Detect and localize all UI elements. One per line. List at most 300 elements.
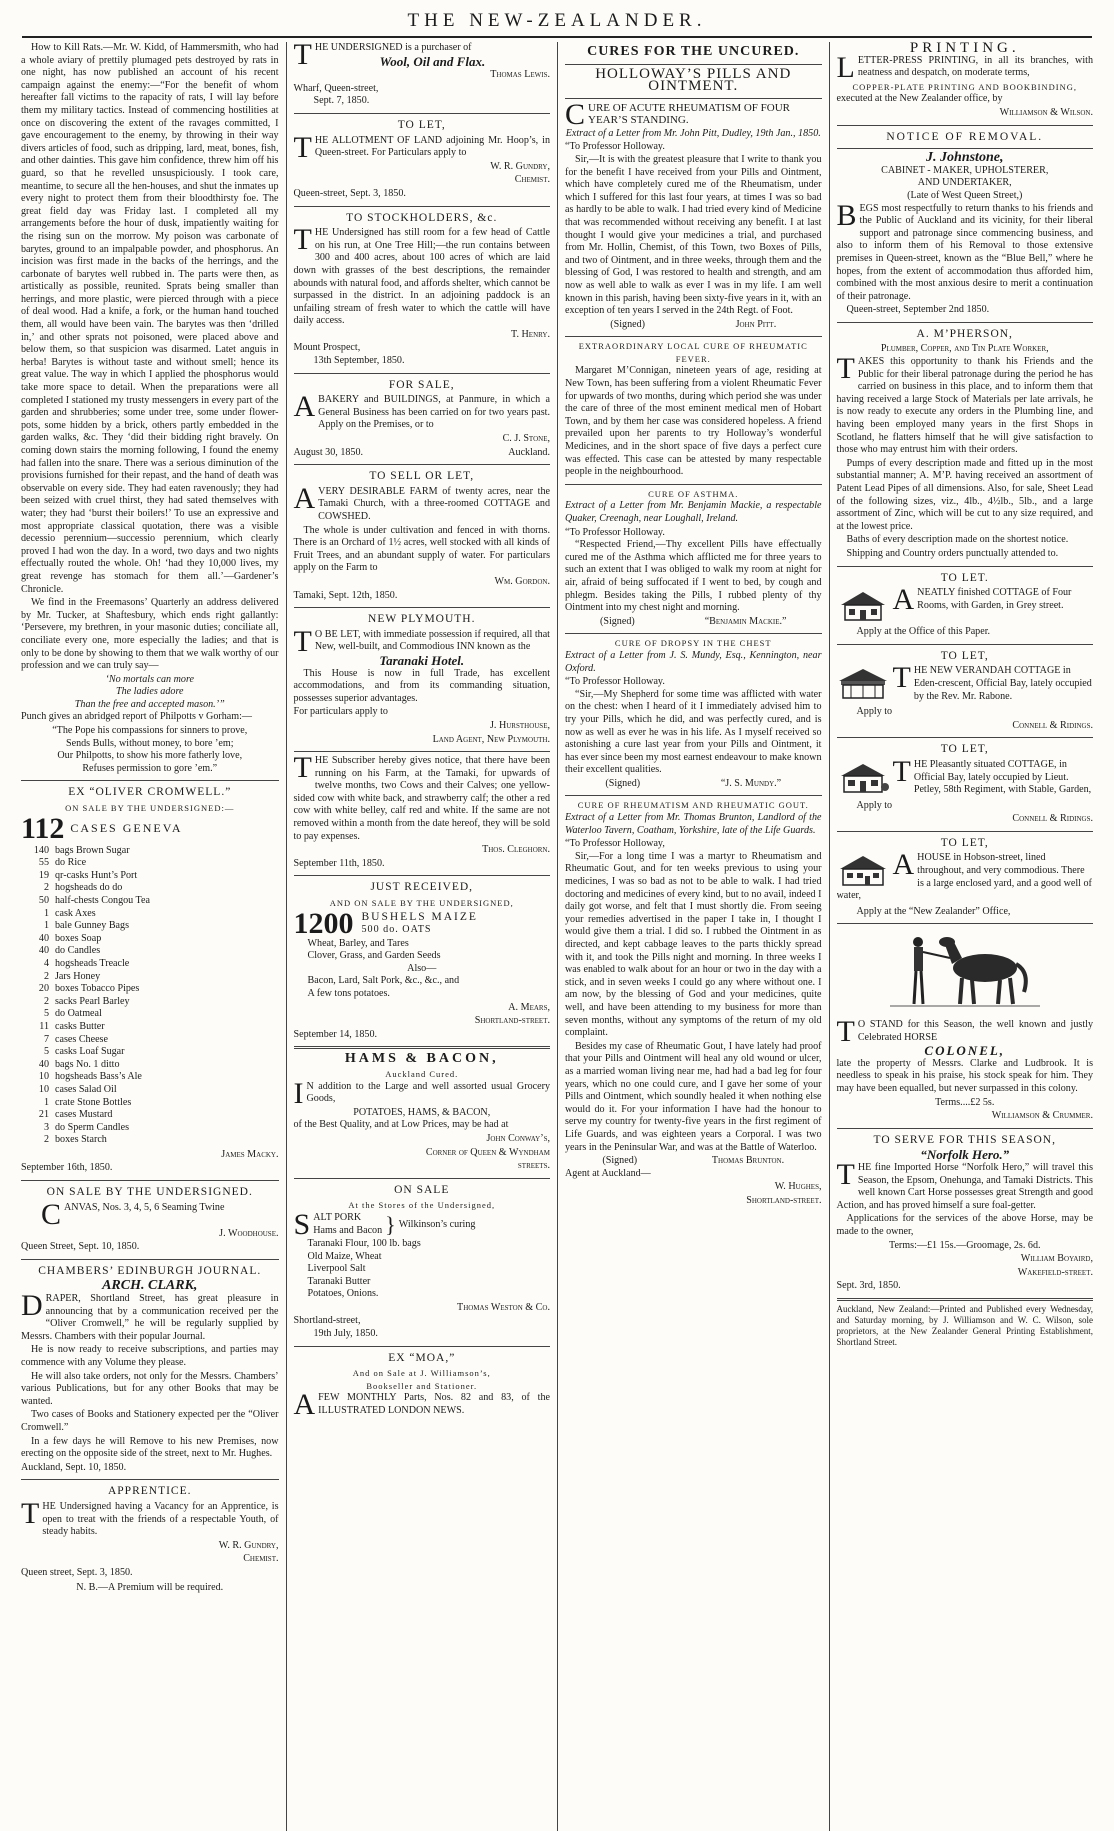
goods-line: Wheat, Barley, and Tares (307, 937, 409, 949)
drop-cap: T (21, 1496, 40, 1530)
signature: Thomas Brunton. (711, 1155, 785, 1167)
goods-description: bale Gunney Bags (55, 920, 130, 932)
signature: William Boyaird, (1020, 1253, 1093, 1265)
ad-body: Pumps of every description made and fitted up in the most substantial manner; A. M’P. having received an assortment of Patent Lead Pipes of all dimensions. Also, for sale, Sheet Lead of the following sizes, viz., 4lb., 4½lb., 5lb., and a large assortment of Zinc, which will be cut to any size required, and at the lowest price. (836, 457, 1093, 532)
goods-item (23, 1034, 279, 1047)
goods-line: Old Maize, Wheat (307, 1250, 382, 1262)
salutation: “To Professor Holloway. (565, 676, 665, 688)
goods-description: cases Mustard (55, 1109, 113, 1121)
goods-description: casks Loaf Sugar (55, 1046, 125, 1058)
goods-quantity: 19 (38, 869, 49, 881)
section-heading: CURE OF ASTHMA. (648, 488, 739, 499)
verse-line: ‘No mortals can more (105, 673, 194, 685)
heading-text: URE OF ACUTE RHEUMATISM OF FOUR YEAR’S STANDING. (588, 101, 791, 127)
goods-description: hogsheads Treacle (55, 957, 130, 969)
oats-label: 500 do. OATS (361, 923, 432, 935)
section-heading (565, 97, 822, 131)
drop-cap: T (836, 352, 855, 386)
goods-item (23, 1071, 279, 1084)
salutation: “To Professor Holloway. (565, 526, 665, 538)
geneva-label: CASES GENEVA (70, 821, 183, 836)
ad-title: TO SERVE FOR THIS SEASON, (873, 1133, 1056, 1146)
drop-cap: A (293, 1388, 316, 1422)
signed-label: (Signed) (610, 318, 646, 330)
ad-date: Queen Street, Sept. 10, 1850. (21, 1241, 140, 1253)
drop-cap: T (892, 758, 911, 788)
goods-line: Clover, Grass, and Garden Seeds (307, 950, 441, 962)
drop-cap: I (293, 1076, 304, 1110)
verse-line: Sends Bulls, without money, to bore ’em; (65, 737, 234, 749)
drop-cap: T (892, 665, 911, 695)
agent-address: Shortland-street. (746, 1194, 822, 1206)
goods-lines (294, 1238, 551, 1301)
salt-block (313, 1212, 382, 1237)
ad-title: HAMS & BACON, (344, 1051, 499, 1067)
horse-illustration (837, 928, 1094, 1015)
goods-description: Jars Honey (55, 970, 101, 982)
goods-quantity: 5 (43, 1008, 49, 1020)
goods-item (23, 996, 279, 1009)
ad-body (836, 198, 1094, 304)
goods-note: Wilkinson’s curing (398, 1218, 476, 1230)
ad-body (836, 1157, 1094, 1212)
goods-item (23, 1021, 279, 1034)
salt-lines (293, 1207, 551, 1241)
ad-body (293, 130, 551, 164)
ad-body (21, 1289, 279, 1343)
section-heading: CURE OF RHEUMATISM AND RHEUMATIC GOUT. (577, 800, 809, 811)
extract-line: Extract of a Letter from Mr. John Pitt, Dudley, 19th Jan., 1850. (565, 127, 821, 139)
goods-description: cases Cheese (55, 1033, 108, 1045)
ad-subtitle: And on Sale at J. Williamson’s, (352, 1368, 491, 1379)
ad-body: He is now ready to receive subscriptions, and parties may commence with any Volume they please. (21, 1344, 279, 1368)
goods-quantity: 3 (43, 1121, 49, 1133)
column-4 (829, 42, 1101, 1831)
ad-body: of the Best Quality, and at Low Prices, may be had at (293, 1119, 509, 1131)
ad-date: Queen-street, Sept. 3, 1850. (293, 187, 406, 199)
letter-body: Sir,—For a long time I was a martyr to Rheumatism and Rheumatic Gout, and for ten weeks previous to using your medicines, I was so bad as not to be able to walk. I had tried doctoring and medicines of every kind, but to no avail, indeed I daily got worse, and felt that I must shortly die. From seeing your remedies advertised in the paper I take in, I thought I would give them a trial. I did so. I rubbed the Ointment in as directed, and kept cabbage leaves to the parts thickly spread with it, and took the Pills night and morning. In three weeks I was enabled to walk about for an hour or two in the day with a stick, and in seven weeks I could go any where without one. I am now, by the blessing of God and your medicines, quite well, and have been attending to my business for more than seven months, without any symptoms of the return of my old complaint. (565, 850, 822, 1039)
signature-row (565, 1155, 822, 1168)
ad-date: Sept. 3rd, 1850. (836, 1280, 901, 1292)
ad-title: FOR SALE, (388, 378, 455, 391)
ad-title: APPRENTICE. (107, 1485, 192, 1498)
apply-line: Apply to (856, 706, 893, 718)
ad-body: In a few days he will Remove to his new Premises, now erecting on the opposite side of the street, next to Mr. Hughes. (21, 1435, 279, 1460)
goods-description: cases Salad Oil (55, 1083, 117, 1095)
signature-title: Chemist. (514, 174, 550, 186)
ad-body (293, 751, 551, 843)
trade-note: (Late of West Queen Street,) (907, 189, 1023, 201)
to-let-4 (837, 852, 1094, 902)
house-icon (837, 854, 889, 888)
signature-title: Wakefield-street. (1017, 1266, 1093, 1278)
verse-line: Than the free and accepted mason.’” (74, 698, 225, 710)
drop-cap: L (836, 50, 855, 84)
signature: Thos. Cleghorn. (482, 844, 550, 856)
ad-title: CURES FOR THE UNCURED. (587, 44, 800, 59)
goods-description: do Rice (55, 857, 87, 869)
ad-body: Shipping and Country orders punctually attended to. (846, 547, 1059, 559)
ad-title: TO LET, (940, 836, 989, 849)
horse-name: “Norfolk Hero.” (920, 1147, 1010, 1163)
ad-text: NEATLY finished COTTAGE of Four Rooms, with Garden, in Grey street. (917, 587, 1072, 611)
geneva-line (21, 811, 279, 845)
goods-item (23, 1059, 279, 1072)
divider (294, 206, 551, 207)
divider (837, 125, 1094, 126)
verse-line: “The Pope his compassions for sinners to prove, (52, 725, 248, 737)
drop-cap: T (836, 1157, 855, 1191)
goods-item (23, 920, 279, 933)
ad-text: HE Subscriber hereby gives notice, that there have been running on his Farm, at the Tamaki, for upwards of twelve months, two Cows and their Calves; one yellow-sided cow with white back, and strawberry calf; the other a red cow with white belley, calf red and white. If the same are not removed within a month from the date hereof, they will be sold to pay expenses. (293, 755, 550, 842)
goods-quantity: 21 (38, 1109, 49, 1121)
ad-body: The whole is under cultivation and fenced in with thorns. There is an Orchard of 1½ acres, well stocked with all kinds of Fruit Trees, and an abundant supply of water. For particulars apply on the Farm to (293, 524, 550, 574)
apply-line: For particulars apply to (293, 706, 388, 718)
goods-quantity: 4 (43, 957, 49, 969)
goods-line: Bacon, Lard, Salt Pork, &c., &c., and (307, 975, 460, 987)
trade-line: AND UNDERTAKER, (917, 177, 1012, 189)
drop-cap: T (293, 751, 312, 785)
salutation: “To Professor Holloway, (565, 838, 665, 850)
drop-cap: A (293, 481, 316, 515)
ad-body (836, 50, 1094, 84)
divider (21, 1479, 279, 1480)
signature: Connell & Ridings. (1012, 719, 1093, 731)
advertiser-name: ARCH. CLARK, (102, 1278, 198, 1294)
goods-item (23, 1084, 279, 1097)
divider (837, 831, 1094, 832)
divider (294, 373, 551, 374)
signature-row (565, 319, 822, 332)
goods-line: Taranaki Flour, 100 lb. bags (307, 1237, 421, 1249)
goods-item (23, 1097, 279, 1110)
signature: T. Henry. (511, 328, 550, 340)
goods-item (23, 945, 279, 958)
ad-title: ON SALE (394, 1183, 450, 1196)
goods-item (23, 1046, 279, 1059)
goods-quantity: 10 (38, 1083, 49, 1095)
ad-date: September 11th, 1850. (293, 857, 385, 869)
drop-cap: S (293, 1207, 311, 1241)
verse-line: Refuses permission to gore ’em.” (82, 762, 218, 774)
drop-cap: B (836, 198, 857, 232)
goods-item (23, 958, 279, 971)
drop-cap: A (892, 587, 915, 617)
goods-description: cask Axes (55, 907, 96, 919)
goods-line: A few tons potatoes. (307, 988, 390, 999)
signature: C. J. Stone, (502, 433, 550, 445)
ad-title: TO LET, (397, 118, 446, 131)
big-number: 112 (21, 811, 65, 845)
signature: W. R. Gundry, (218, 1539, 279, 1551)
letter-body: “Respected Friend,—Thy excellent Pills have effectually cured me of the Asthma which afflicted me for three years to such an extent that I was obliged to walk my room at night for air, afraid of being suffocated if I went to bed, by cough and phlegm. Besides taking the Pills, I rubbed plenty of thy Ointment into my chest night and morning. (565, 539, 822, 614)
drop-cap: T (836, 1015, 855, 1049)
printer-imprint: Auckland, New Zealand:—Printed and Published every Wednesday, and Saturday morning, by J. Williamson and W. C. Wilson, sole proprietors, at the New Zealander General Printing Establishment, Shortland Street. (836, 1303, 1093, 1347)
signature: John Conway’s, (486, 1132, 550, 1144)
ad-body (293, 390, 551, 432)
signature: John Pitt. (735, 318, 777, 330)
drop-cap: A (293, 390, 316, 424)
signature: Thomas Lewis. (490, 69, 550, 81)
goods-description: do Candles (55, 945, 101, 957)
signed-label: (Signed) (605, 777, 641, 789)
ad-text: BAKERY and BUILDINGS, at Panmure, in which a General Business has been carried on for two years past. Apply on the Premises, or to (318, 394, 550, 431)
ad-place: Auckland. (508, 446, 550, 458)
verse-line: The ladies adore (116, 686, 184, 698)
section-heading: EXTRAORDINARY LOCAL CURE OF RHEUMATIC FEVER. (578, 341, 808, 364)
goods-item (23, 933, 279, 946)
divider (294, 1346, 551, 1347)
goods-item (23, 908, 279, 921)
ad-text: VERY DESIRABLE FARM of twenty acres, near the Tamaki Church, with a three-roomed COTTAGE and COWSHED. (318, 485, 550, 522)
ad-text: HE NEW VERANDAH COTTAGE in Eden-crescent, Official Bay, lately occupied by the Rev. Mr. Rabone. (913, 665, 1092, 702)
goods-title: Wool, Oil and Flax. (379, 53, 486, 69)
goods-line: Liverpool Salt (307, 1263, 366, 1275)
ad-text: HE fine Imported Horse “Norfolk Hero,” will travel this Season, the Epsom, Onehunga, and Tamaki Districts. This well known Cart Horse possesses great Strength and good Action, and has proved himself a sure foal-getter. (836, 1161, 1093, 1211)
drop-cap: T (293, 130, 312, 164)
masthead: THE NEW-ZEALANDER. (22, 6, 1092, 38)
big-number: 1200 (293, 906, 354, 940)
ad-date: Queen street, Sept. 3, 1850. (21, 1566, 133, 1578)
goods-item (23, 882, 279, 895)
goods-quantity: 10 (38, 1071, 49, 1083)
goods-item (23, 1122, 279, 1135)
ad-text: HE ALLOTMENT OF LAND adjoining Mr. Hoop’s, in Queen-street. For Particulars apply to (314, 134, 550, 159)
signature-row (565, 778, 822, 791)
goods-description: do Oatmeal (55, 1008, 102, 1020)
signature: James Macky. (221, 1148, 279, 1160)
signed-label: (Signed) (602, 1155, 638, 1167)
goods-description: boxes Soap (55, 932, 102, 944)
ad-text: EGS most respectfully to return thanks to his friends and the Public of Auckland and its vicinity, for their liberal support and patronage since commencing business, and also to inform them of his Removal to those extensive premises in Queen-street, known as the “Blue Bell,” where he hopes, from the extent of accommodation thus afforded him, combined with the most anxious desire to merit a continuation of their patronage. (836, 202, 1093, 302)
letter-body: “Sir,—My Shepherd for some time was afflicted with water on the chest: when I heard of it I immediately advised him to try your Pills, which he did, and was perfectly cured, and is now as well as ever he was in his life. As I myself received so astonishing a cure last year from your Pills and Ointment, it has ever since been my most earnest endeavour to make known their excellent qualities. (565, 688, 822, 776)
ad-text: AKES this opportunity to thank his Friends and the Public for their liberal patronage during the period he has carried on business in this place, and to inform them that having received a large Stock of Materials per late arrivals, he is now ready to execute any orders in the Plumbing line, and having been employed many years in the first Shops in Scotland, he flatters himself that he will give satisfaction to those who may entrust him with their orders. (836, 356, 1093, 456)
goods-quantity: 1 (43, 907, 49, 919)
ad-date: Wharf, Queen-street, (293, 82, 379, 94)
goods-item (23, 1109, 279, 1122)
drop-cap: T (293, 42, 312, 71)
column-2 (286, 42, 558, 1831)
ad-body (21, 1496, 279, 1539)
goods-quantity: 2 (43, 1134, 49, 1146)
agent-name: W. Hughes, (774, 1181, 822, 1193)
divider (294, 1178, 551, 1179)
divider (294, 113, 551, 114)
letter-body: Besides my case of Rheumatic Gout, I have lately had proof that your Pills and Ointment will heal any old wound or ulcer, as a married woman living near me, had had a bad leg for four years, which no one could cure, and I gave her some of your Pills and Ointment, which soundly healed it when nothing else would do it. For your information I have had the honour to serve my country for twenty-five years in the first regiment of Life Guards, and was eighteen years a Corporal. I was two years in the Peninsular War, and was at the Battle of Waterloo. (565, 1040, 822, 1153)
goods-quantity: 2 (43, 882, 49, 894)
nb-note: N. B.—A Premium will be required. (76, 1581, 224, 1593)
divider (837, 737, 1094, 738)
ad-subtitle: AND ON SALE BY THE UNDERSIGNED, (329, 898, 514, 909)
canvas-body (21, 1197, 279, 1231)
ad-date: 13th September, 1850. (313, 355, 405, 367)
ad-date: Shortland-street, (293, 1315, 361, 1327)
verandah-cottage-icon (837, 667, 889, 701)
advertiser-name: A. M’PHERSON, (916, 327, 1013, 340)
goods-quantity: 40 (38, 932, 49, 944)
signature: Wm. Gordon. (494, 575, 550, 587)
ad-text: Apply at the “New Zealander” Office, (856, 905, 1011, 917)
ad-subtitle: ON SALE BY THE UNDERSIGNED:— (65, 803, 235, 814)
ad-body (293, 624, 551, 658)
ad-date: Mount Prospect, (293, 342, 361, 354)
goods-quantity: 1 (43, 920, 49, 932)
ad-body (836, 352, 1094, 457)
verse (21, 674, 279, 712)
goods-item (23, 971, 279, 984)
verse-2 (21, 725, 279, 775)
ad-title: ON SALE BY THE UNDERSIGNED. (46, 1186, 253, 1199)
cottage-icon (837, 589, 889, 623)
goods-description: half-chests Congou Tea (55, 895, 150, 906)
drop-cap: D (21, 1289, 43, 1323)
ad-title: TO LET, (940, 743, 989, 756)
ad-date: September 14, 1850. (293, 1028, 378, 1040)
divider (565, 98, 822, 99)
goods-item (23, 870, 279, 883)
goods-description: hogsheads do do (55, 882, 123, 894)
ad-body (836, 1015, 1094, 1049)
goods-description: bags No. 1 ditto (55, 1058, 120, 1070)
divider (837, 148, 1094, 149)
ad-title: EX “OLIVER CROMWELL.” (68, 786, 232, 799)
ad-title: HOLLOWAY’S PILLS AND OINTMENT. (595, 65, 792, 95)
goods-quantity: 40 (38, 945, 49, 957)
drop-cap: T (293, 624, 312, 658)
goods-quantity: 7 (43, 1033, 49, 1045)
goods-quantity: 2 (43, 970, 49, 982)
drop-cap: C (565, 97, 586, 131)
signature: Connell & Ridings. (1012, 813, 1093, 825)
signature: Williamson & Wilson. (999, 106, 1093, 118)
divider (837, 644, 1094, 645)
trade-line: Plumber, Copper, and Tin Plate Worker, (880, 343, 1049, 355)
signature-title: Chemist. (243, 1553, 279, 1565)
goods-item (23, 1008, 279, 1021)
ad-text: O BE LET, with immediate possession if required, all that New, well-built, and Commodious INN known as the (314, 628, 550, 653)
ad-body: Applications for the services of the above Horse, may be made to the owner, (836, 1213, 1093, 1237)
horse-name: COLONEL, (924, 1043, 1006, 1059)
columns (14, 42, 1100, 1831)
ad-title: PRINTING. (909, 42, 1020, 56)
signature: “J. S. Mundy.” (720, 777, 782, 789)
ad-title: EX “MOA,” (388, 1351, 456, 1364)
extract-line: Extract of a Letter from Mr. Thomas Brunton, Landlord of the Waterloo Tavern, Coatham, Yorkshire, late of the Life Guards. (565, 812, 822, 836)
divider (294, 464, 551, 465)
ad-body: This House is now in full Trade, has excellent accommodations, and from its commanding situation, possesses superior advantages. (293, 667, 550, 704)
salutation: “To Professor Holloway. (565, 141, 665, 153)
seed-lines (294, 938, 551, 963)
goods-quantity: 40 (38, 1058, 49, 1070)
ad-body: late the property of Messrs. Clarke and Ludbrook. It is needless to speak in his praise, his stock speak for him. They may have been equalled, but never surpassed in this colony. (836, 1057, 1093, 1094)
extract-line: Extract of a Letter from J. S. Mundy, Esq., Kennington, near Oxford. (565, 649, 822, 674)
goods-quantity: 50 (38, 895, 49, 906)
maize-label: BUSHELS MAIZE (361, 911, 478, 924)
goods-description: sacks Pearl Barley (55, 995, 130, 1007)
goods-description: bags Brown Sugar (55, 844, 130, 856)
ad-text: ETTER-PRESS PRINTING, in all its branches, with neatness and despatch, on moderate terms, (857, 54, 1093, 79)
divider (21, 1259, 279, 1260)
column-3 (557, 42, 829, 1831)
goods-line: ALT PORK (313, 1212, 362, 1224)
goods-item (23, 983, 279, 996)
goods-line: Taranaki Butter (307, 1275, 371, 1287)
ad-body: He will also take orders, not only for the Messrs. Chambers’ various Publications, but for any other Books that may be wanted. (21, 1370, 279, 1407)
divider (837, 923, 1094, 924)
freemasons-article: We find in the Freemasons’ Quarterly an address delivered by Mr. Tucker, at Shaftesbury, which ends right gallantly: ‘Persevere, my brethren, in your masonic duties; conciliate all, conciliate every one, more especially the ladies; and that is only to be done by showing to them that we walk worthy of our profession and we can truly say— (21, 597, 279, 672)
signature-title: streets. (517, 1160, 550, 1172)
goods-item (23, 857, 279, 870)
column-1 (14, 42, 286, 1831)
goods-title: POTATOES, HAMS, & BACON, (353, 1106, 491, 1118)
ad-date: August 30, 1850. (293, 446, 364, 458)
goods-quantity: 20 (38, 983, 49, 995)
to-let-2 (837, 665, 1094, 703)
goods-item (23, 895, 279, 908)
signature-title: Corner of Queen & Wyndham (425, 1146, 550, 1158)
ad-body: Two cases of Books and Stationery expected per the “Oliver Cromwell.” (21, 1409, 279, 1433)
goods-list (23, 845, 279, 1147)
goods-line: Hams and Bacon (313, 1224, 383, 1236)
ad-date: September 16th, 1850. (21, 1162, 113, 1174)
maize-line (293, 906, 551, 940)
divider (565, 633, 822, 634)
ad-body (293, 481, 551, 524)
ad-body: ANVAS, Nos. 3, 4, 5, 6 Seaming Twine (64, 1201, 225, 1213)
hotel-name: Taranaki Hotel. (379, 652, 465, 668)
cottage-icon (837, 761, 889, 795)
ad-date: Sept. 7, 1850. (313, 95, 370, 107)
divider (565, 484, 822, 485)
ad-title: TO LET, (940, 649, 989, 662)
signature: J. Woodhouse. (219, 1227, 279, 1239)
divider (294, 751, 551, 752)
to-let-3 (837, 759, 1094, 797)
goods-description: casks Butter (55, 1020, 105, 1032)
ad-subtitle: Auckland Cured. (385, 1068, 459, 1079)
ad-body (293, 1388, 551, 1422)
agent-label: Agent at Auckland— (565, 1167, 651, 1179)
ad-title: CHAMBERS’ EDINBURGH JOURNAL. (38, 1264, 262, 1277)
ad-subtitle: At the Stores of the Undersigned, (348, 1200, 496, 1211)
ad-body (293, 1076, 551, 1110)
ad-body (293, 223, 551, 328)
ad-text: O STAND for this Season, the well known and justly Celebrated HORSE (857, 1019, 1093, 1043)
divider (294, 1046, 551, 1049)
ad-text: HE UNDERSIGNED is a purchaser of (314, 42, 472, 53)
ad-text: executed at the New Zealander office, by (836, 93, 1003, 105)
also-label: Also— (407, 962, 437, 974)
ad-subtitle: COPPER-PLATE PRINTING AND BOOKBINDING, (852, 81, 1078, 92)
letter-body: Sir,—It is with the greatest pleasure that I write to thank you for the benefit I have received from your Pills and Ointment, which have completely cured me of the Rheumatism, under which I suffered for this last four years, at times I was so bad as hardly to be able to walk. I had tried every kind of Medicine that was recommended without receiving any benefit. I at last thought I would give your medicines a trial, and purchased from Mr. Hollin, Chemist, of this Town, two Boxes of Pills, and two of Ointment, and in three weeks, through them and the blessing of God, I was restored to health and strength, and am now as well able to walk as ever I was in my life. I am well known in this parish, having been sixty-five years in it, with an exception of ten years I served in the 24th Regt. of Foot. (565, 153, 822, 317)
section-heading: CURE OF DROPSY IN THE CHEST (614, 638, 772, 649)
divider (837, 566, 1094, 567)
divider (837, 322, 1094, 323)
ad-text: HOUSE in Hobson-street, lined throughout, and very commodious. There is a large enclosed yard, and a good well of water, (836, 852, 1092, 902)
verse-line: Our Philpotts, to show his more fatherly love, (57, 750, 243, 762)
to-let-1 (837, 587, 1094, 623)
goods-item (23, 845, 279, 858)
bacon-lines (294, 975, 551, 1000)
ad-title: TO SELL OR LET, (369, 470, 475, 483)
punch-note: Punch gives an abridged report of Philpotts v Gorham:— (21, 711, 252, 723)
ad-title: NEW PLYMOUTH. (368, 613, 476, 626)
divider (294, 607, 551, 608)
goods-description: crate Stone Bottles (55, 1096, 132, 1108)
goods-quantity: 140 (33, 844, 49, 856)
drop-cap: A (892, 852, 915, 882)
drop-cap: C (41, 1197, 62, 1231)
